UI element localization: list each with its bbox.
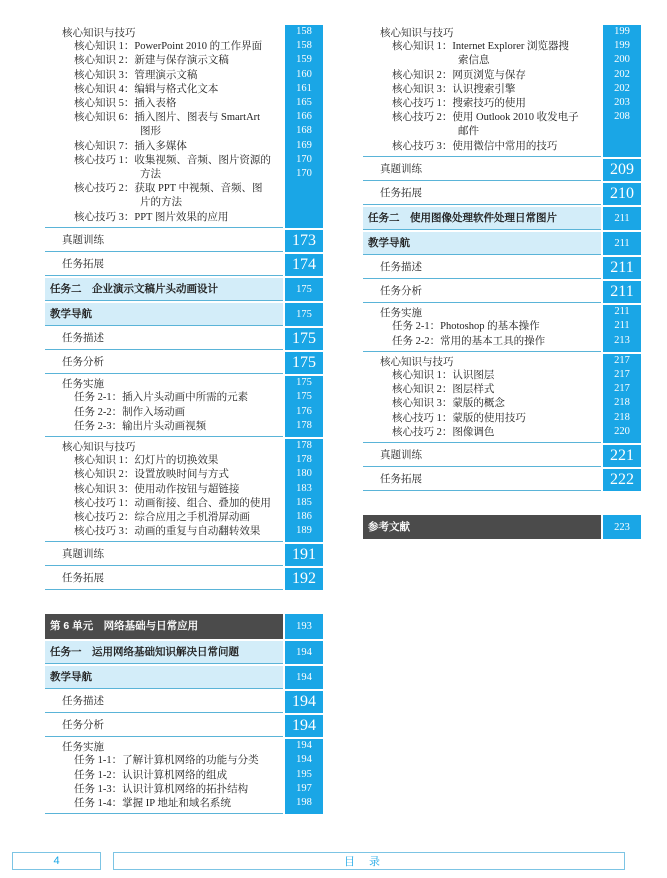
toc-entry-text: 真题训练 xyxy=(62,233,104,246)
toc-page-number: 222 xyxy=(603,469,641,491)
toc-section-title[interactable] xyxy=(45,377,283,391)
toc-page-number: 200 xyxy=(614,54,630,66)
toc-entry-task-description-r[interactable] xyxy=(363,257,641,279)
toc-page-number: 221 xyxy=(603,445,641,467)
toc-page-number: 170 xyxy=(296,153,312,165)
toc-block-core-knowledge-r xyxy=(363,25,641,157)
toc-entry-text: 教学导航 xyxy=(50,670,92,683)
toc-entry-text: 核心技巧 3：动画的重复与自动翻转效果 xyxy=(74,526,261,538)
toc-entry-text: 核心知识与技巧 xyxy=(380,355,454,368)
toc-page-number: 185 xyxy=(296,496,312,508)
toc-page-number: 170 xyxy=(296,168,312,180)
toc-page-number: 211 xyxy=(603,232,641,255)
toc-block-body xyxy=(45,352,283,374)
toc-references-header[interactable] xyxy=(363,515,641,539)
toc-entry-text: 核心知识 3：使用动作按钮与超链接 xyxy=(74,483,240,495)
toc-entry-text: 任务一 运用网络基础知识解决日常问题 xyxy=(50,645,239,658)
toc-entry-text: 任务分析 xyxy=(62,719,104,732)
toc-block-body xyxy=(45,439,283,542)
toc-block-body xyxy=(363,445,601,467)
toc-page-number: 211 xyxy=(614,320,630,332)
toc-page-number: 193 xyxy=(285,614,323,638)
toc-section-title[interactable] xyxy=(45,740,283,754)
toc-entry[interactable] xyxy=(45,783,283,797)
toc-entry-text: 核心知识 4：编辑与格式化文本 xyxy=(74,83,219,95)
toc-left-column xyxy=(45,25,323,816)
toc-entry-text: 任务 2-2：常用的基本工具的操作 xyxy=(392,335,546,347)
toc-page-column xyxy=(603,305,641,352)
toc-block-body xyxy=(363,469,601,491)
toc-page-number: 166 xyxy=(296,111,312,123)
toc-entry-text: 核心知识 1：Internet Explorer 浏览器搜 xyxy=(392,41,570,53)
toc-block-body xyxy=(363,159,601,181)
toc-entry-text: 真题训练 xyxy=(62,548,104,561)
toc-entry-text: 第 6 单元 网络基础与日常应用 xyxy=(50,620,199,633)
toc-page-number: 178 xyxy=(296,454,312,466)
toc-page-number: 186 xyxy=(296,511,312,523)
toc-entry-text: 图形 xyxy=(140,126,161,138)
toc-page-column xyxy=(285,25,323,228)
toc-entry[interactable] xyxy=(45,468,283,482)
toc-page-number: 203 xyxy=(614,97,630,109)
toc-entry-task-extension-2[interactable] xyxy=(45,568,323,590)
toc-entry[interactable] xyxy=(363,412,601,426)
toc-page-number: 210 xyxy=(603,183,641,205)
toc-entry[interactable] xyxy=(363,69,601,83)
toc-entry-text: 任务 1-4：掌握 IP 地址和域名系统 xyxy=(74,797,231,809)
toc-page-number: 194 xyxy=(285,666,323,689)
toc-entry-text: 核心知识 2：图层样式 xyxy=(392,384,495,396)
toc-entry-text: 核心技巧 2：综合应用之手机滑屏动画 xyxy=(74,512,250,524)
toc-entry-text: 任务 1-3：认识计算机网络的拓扑结构 xyxy=(74,783,249,795)
toc-page-column xyxy=(285,439,323,542)
toc-page-number: 194 xyxy=(285,715,323,737)
toc-page-number: 211 xyxy=(614,306,630,318)
toc-entry-text: 核心知识 2：网页浏览与保存 xyxy=(392,69,526,81)
toc-entry-text: 任务 1-1：了解计算机网络的功能与分类 xyxy=(74,755,259,767)
toc-page-column xyxy=(285,376,323,437)
toc-page-number: 189 xyxy=(296,525,312,537)
toc-block-body xyxy=(45,328,283,350)
toc-page-number: 198 xyxy=(296,796,312,808)
toc-page-number: 194 xyxy=(285,641,323,664)
toc-teaching-guide-u6[interactable] xyxy=(45,666,323,689)
toc-page-number: 195 xyxy=(296,768,312,780)
toc-block-body xyxy=(363,354,601,443)
toc-entry[interactable] xyxy=(363,335,601,349)
toc-page-number: 223 xyxy=(603,515,641,539)
toc-entry-text: 核心技巧 2：获取 PPT 中视频、音频、图 xyxy=(74,183,263,195)
toc-block-core-knowledge-r2 xyxy=(363,354,641,443)
toc-entry-text: 任务实施 xyxy=(380,307,422,320)
toc-entry[interactable] xyxy=(363,83,601,97)
toc-section-title[interactable] xyxy=(45,440,283,454)
toc-entry[interactable] xyxy=(363,397,601,411)
toc-entry-task-analysis-u6[interactable] xyxy=(45,715,323,737)
toc-entry-text: 核心技巧 3：使用微信中常用的技巧 xyxy=(392,140,558,152)
toc-entry[interactable] xyxy=(45,483,283,497)
toc-entry[interactable] xyxy=(45,420,283,434)
toc-entry-task-extension[interactable] xyxy=(45,254,323,276)
toc-entry-text: 任务拓展 xyxy=(380,473,422,486)
toc-page-number: 199 xyxy=(614,26,630,37)
toc-entry[interactable] xyxy=(45,406,283,420)
toc-entry-text: 任务分析 xyxy=(62,356,104,369)
toc-entry-text: 邮件 xyxy=(458,126,479,138)
toc-entry-text: 方法 xyxy=(140,169,161,181)
toc-entry-text: 任务二 使用图像处理软件处理日常图片 xyxy=(368,211,557,224)
toc-entry[interactable] xyxy=(363,320,601,334)
toc-entry-text: 核心知识 1：幻灯片的切换效果 xyxy=(74,455,219,467)
toc-entry-task-analysis[interactable] xyxy=(45,352,323,374)
toc-entry[interactable] xyxy=(45,69,283,83)
toc-entry-text: 核心知识 3：管理演示文稿 xyxy=(74,69,198,81)
toc-section-title[interactable] xyxy=(45,26,283,40)
toc-entry-text: 任务拓展 xyxy=(380,186,422,199)
toc-entry-text: 核心知识 5：插入表格 xyxy=(74,98,177,110)
toc-entry-text: 任务 1-2：认识计算机网络的组成 xyxy=(74,769,228,781)
toc-entry-text: 教学导航 xyxy=(50,308,92,321)
toc-page-number: 194 xyxy=(296,740,312,752)
toc-entry-text: 任务二 企业演示文稿片头动画设计 xyxy=(50,282,218,295)
toc-entry-text: 任务描述 xyxy=(62,332,104,345)
toc-block-body xyxy=(45,641,283,664)
toc-entry-text: 索信息 xyxy=(458,55,490,67)
toc-entry-text: 任务实施 xyxy=(62,378,104,391)
toc-entry[interactable] xyxy=(363,54,601,68)
toc-entry[interactable] xyxy=(45,797,283,811)
toc-block-body xyxy=(363,515,601,539)
toc-page-number: 161 xyxy=(296,82,312,94)
toc-entry-text: 任务拓展 xyxy=(62,257,104,270)
toc-entry-text: 核心技巧 2：使用 Outlook 2010 收发电子 xyxy=(392,112,579,124)
toc-block-body xyxy=(45,666,283,689)
toc-page-number: 218 xyxy=(614,411,630,423)
toc-block-core-knowledge xyxy=(45,25,323,228)
toc-block-body xyxy=(363,305,601,352)
toc-page-number: 218 xyxy=(614,397,630,409)
toc-entry[interactable] xyxy=(363,40,601,54)
toc-entry-text: 真题训练 xyxy=(380,449,422,462)
toc-entry-real-training-r[interactable] xyxy=(363,159,641,181)
toc-block-body xyxy=(45,376,283,437)
toc-block-task-implementation-r xyxy=(363,305,641,352)
toc-page-number: 194 xyxy=(285,691,323,713)
toc-page-number: 160 xyxy=(296,68,312,80)
toc-page-number: 202 xyxy=(614,68,630,80)
toc-entry-text: 核心知识 6：插入图片、图表与 SmartArt xyxy=(74,112,261,124)
toc-task-header-r[interactable] xyxy=(363,207,641,230)
toc-entry-text: 任务描述 xyxy=(380,261,422,274)
toc-entry[interactable] xyxy=(45,769,283,783)
toc-page-number: 178 xyxy=(296,419,312,431)
toc-entry[interactable] xyxy=(45,111,283,125)
toc-block-body xyxy=(45,691,283,713)
toc-entry-text: 教学导航 xyxy=(368,237,410,250)
toc-page-number: 211 xyxy=(603,257,641,279)
toc-entry-text: 任务 2-1：Photoshop 的基本操作 xyxy=(392,321,540,333)
toc-entry-text: 任务 2-2：制作入场动画 xyxy=(74,406,186,418)
toc-unit-header[interactable] xyxy=(45,614,323,638)
toc-entry-text: 真题训练 xyxy=(380,162,422,175)
toc-entry-text: 核心知识 7：插入多媒体 xyxy=(74,140,187,152)
toc-entry-task-description[interactable] xyxy=(45,328,323,350)
toc-entry[interactable] xyxy=(45,211,283,225)
toc-entry[interactable] xyxy=(45,140,283,154)
toc-page-number: 180 xyxy=(296,468,312,480)
toc-entry[interactable] xyxy=(363,369,601,383)
toc-block-body xyxy=(45,254,283,276)
toc-entry[interactable] xyxy=(45,154,283,168)
toc-page-number: 158 xyxy=(296,40,312,52)
toc-page-number: 217 xyxy=(614,383,630,395)
toc-section-title[interactable] xyxy=(363,26,601,40)
toc-page-number: 175 xyxy=(285,278,323,301)
toc-page-number: 217 xyxy=(614,369,630,381)
toc-entry-text: 任务分析 xyxy=(380,285,422,298)
toc-entry[interactable] xyxy=(363,383,601,397)
toc-page-number: 202 xyxy=(614,82,630,94)
toc-block-body xyxy=(363,25,601,157)
toc-block-body xyxy=(45,568,283,590)
toc-page-number: 209 xyxy=(603,159,641,181)
toc-entry-text: 核心技巧 2：图像调色 xyxy=(392,426,495,438)
toc-teaching-guide[interactable] xyxy=(45,303,323,326)
toc-entry-task-description-u6[interactable] xyxy=(45,691,323,713)
toc-entry-text: 核心知识 3：认识搜索引擎 xyxy=(392,83,516,95)
toc-page-number: 175 xyxy=(296,391,312,403)
toc-entry-text: 核心知识与技巧 xyxy=(62,441,136,454)
toc-block-body xyxy=(45,230,283,252)
toc-entry[interactable] xyxy=(45,196,283,210)
toc-section-title[interactable] xyxy=(363,355,601,369)
toc-entry-text: 参考文献 xyxy=(368,521,410,534)
toc-page-number: 175 xyxy=(285,352,323,374)
toc-block-body xyxy=(363,183,601,205)
toc-entry-text: 核心技巧 1：蒙版的使用技巧 xyxy=(392,412,526,424)
toc-block-body xyxy=(45,544,283,566)
toc-page-number: 183 xyxy=(296,482,312,494)
toc-entry[interactable] xyxy=(45,391,283,405)
toc-entry-text: 核心知识 1：认识图层 xyxy=(392,370,495,382)
toc-page-number: 178 xyxy=(296,440,312,452)
toc-entry-text: 核心知识与技巧 xyxy=(380,27,454,39)
toc-block-body xyxy=(363,207,601,230)
toc-page-column xyxy=(603,354,641,443)
toc-page-number: 211 xyxy=(603,281,641,303)
toc-entry-task-extension-r2[interactable] xyxy=(363,469,641,491)
toc-entry[interactable] xyxy=(363,125,601,139)
toc-entry-real-training-2[interactable] xyxy=(45,544,323,566)
toc-block-body xyxy=(45,739,283,814)
toc-page-number: 175 xyxy=(285,328,323,350)
toc-block-body xyxy=(363,281,601,303)
toc-entry-task-analysis-r[interactable] xyxy=(363,281,641,303)
toc-block-body xyxy=(363,257,601,279)
toc-entry-real-training[interactable] xyxy=(45,230,323,252)
toc-entry[interactable] xyxy=(363,426,601,440)
toc-entry-text: 片的方法 xyxy=(140,197,182,209)
toc-entry-text: 核心技巧 1：搜索技巧的使用 xyxy=(392,98,526,110)
toc-entry-text: 任务 2-1：插入片头动画中所需的元素 xyxy=(74,392,249,404)
toc-page-number: 217 xyxy=(614,354,630,366)
toc-section-title[interactable] xyxy=(363,306,601,320)
toc-block-body xyxy=(45,278,283,301)
toc-entry[interactable] xyxy=(363,97,601,111)
toc-page-number: 169 xyxy=(296,139,312,151)
toc-entry[interactable] xyxy=(45,168,283,182)
toc-block-body xyxy=(45,25,283,228)
toc-entry[interactable] xyxy=(45,511,283,525)
toc-page-number: 220 xyxy=(614,425,630,437)
toc-entry-text: 核心知识 1：PowerPoint 2010 的工作界面 xyxy=(74,41,263,53)
toc-entry[interactable] xyxy=(363,111,601,125)
toc-entry-text: 核心知识 2：设置放映时间与方式 xyxy=(74,469,229,481)
toc-page-number: 194 xyxy=(296,754,312,766)
toc-entry-text: 任务拓展 xyxy=(62,572,104,585)
toc-entry[interactable] xyxy=(45,97,283,111)
toc-page-number: 158 xyxy=(296,26,312,37)
toc-page-column xyxy=(603,25,641,157)
toc-entry-text: 核心知识 3：蒙版的概念 xyxy=(392,398,505,410)
toc-entry[interactable] xyxy=(45,83,283,97)
toc-entry-text: 任务描述 xyxy=(62,695,104,708)
toc-page-number: 191 xyxy=(285,544,323,566)
toc-entry-real-training-r2[interactable] xyxy=(363,445,641,467)
toc-entry[interactable] xyxy=(45,40,283,54)
toc-block-task-implementation xyxy=(45,376,323,437)
toc-entry-text: 核心知识与技巧 xyxy=(62,27,136,39)
toc-entry-text: 任务实施 xyxy=(62,741,104,754)
toc-task-header[interactable] xyxy=(45,278,323,301)
toc-entry[interactable] xyxy=(45,125,283,139)
toc-entry-text: 核心技巧 1：收集视频、音频、图片资源的 xyxy=(74,154,271,166)
toc-page-number: 208 xyxy=(614,111,630,123)
toc-teaching-guide-r[interactable] xyxy=(363,232,641,255)
toc-entry[interactable] xyxy=(45,754,283,768)
toc-page-number: 213 xyxy=(614,334,630,346)
footer-title: 目录 xyxy=(113,852,625,870)
toc-entry[interactable] xyxy=(45,54,283,68)
toc-page-number: 174 xyxy=(285,254,323,276)
toc-page-number: 176 xyxy=(296,405,312,417)
toc-entry[interactable] xyxy=(363,140,601,154)
toc-entry-text: 任务 2-3：输出片头动画视频 xyxy=(74,420,207,432)
toc-page-number: 192 xyxy=(285,568,323,590)
toc-block-body xyxy=(45,715,283,737)
toc-entry-text: 核心技巧 1：动画衔接、组合、叠加的使用 xyxy=(74,497,271,509)
toc-page-number: 175 xyxy=(285,303,323,326)
toc-block-task-implementation-u6 xyxy=(45,739,323,814)
toc-page-number: 168 xyxy=(296,125,312,137)
toc-page-number: 175 xyxy=(296,377,312,389)
toc-page-number: 159 xyxy=(296,54,312,66)
toc-right-column xyxy=(363,25,641,541)
toc-entry[interactable] xyxy=(45,525,283,539)
toc-page-number: 165 xyxy=(296,97,312,109)
footer-page-number: 4 xyxy=(12,852,101,870)
toc-page-number: 197 xyxy=(296,782,312,794)
toc-page-number: 211 xyxy=(603,207,641,230)
toc-page-column xyxy=(285,739,323,814)
toc-block-body xyxy=(45,303,283,326)
toc-entry-task-extension-r[interactable] xyxy=(363,183,641,205)
toc-page-number: 173 xyxy=(285,230,323,252)
toc-task-header-u6[interactable] xyxy=(45,641,323,664)
toc-entry[interactable] xyxy=(45,454,283,468)
toc-entry[interactable] xyxy=(45,182,283,196)
toc-block-body xyxy=(363,232,601,255)
toc-block-body xyxy=(45,614,283,638)
toc-block-core-knowledge-2 xyxy=(45,439,323,542)
toc-entry[interactable] xyxy=(45,497,283,511)
toc-page-number: 199 xyxy=(614,40,630,52)
toc-entry-text: 核心知识 2：新建与保存演示文稿 xyxy=(74,55,229,67)
toc-entry-text: 核心技巧 3：PPT 图片效果的应用 xyxy=(74,211,229,223)
